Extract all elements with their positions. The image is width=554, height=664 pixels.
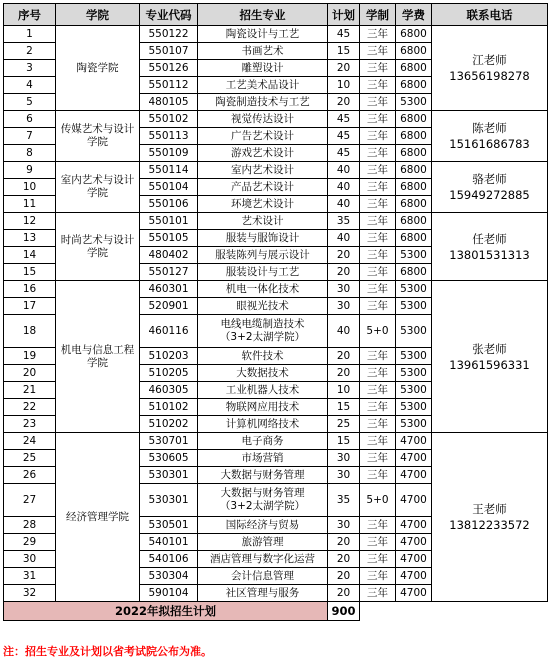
plan-cell: 15	[328, 43, 360, 60]
code-cell: 510203	[140, 348, 198, 365]
fee-cell: 6800	[396, 179, 432, 196]
seq-cell: 14	[4, 247, 56, 264]
major-line: 室内艺术设计	[231, 163, 294, 176]
code-cell: 530301	[140, 484, 198, 517]
major-line: 服装设计与工艺	[225, 265, 300, 278]
plan-cell: 20	[328, 60, 360, 77]
major-cell	[198, 60, 328, 77]
plan-cell: 20	[328, 534, 360, 551]
fee-cell: 5300	[396, 365, 432, 382]
table-body	[4, 26, 548, 602]
code-cell: 540101	[140, 534, 198, 551]
fee-cell: 5300	[396, 281, 432, 298]
contact-phone: 13656198278	[449, 69, 530, 83]
plan-cell: 20	[328, 585, 360, 602]
major-line: 电线电缆制造技术	[220, 318, 305, 330]
code-cell: 550114	[140, 162, 198, 179]
contact-cell	[432, 213, 548, 281]
major-line: 大数据与财务管理	[220, 468, 305, 481]
code-cell: 520901	[140, 298, 198, 315]
fee-cell: 4700	[396, 585, 432, 602]
contact-name: 陈老师	[472, 121, 507, 135]
duration-cell: 三年	[360, 517, 396, 534]
major-cell	[198, 94, 328, 111]
fee-cell: 6800	[396, 213, 432, 230]
fee-cell: 5300	[396, 247, 432, 264]
major-cell	[198, 213, 328, 230]
duration-cell: 三年	[360, 264, 396, 281]
major-cell	[198, 416, 328, 433]
major-cell	[198, 315, 328, 348]
seq-cell: 32	[4, 585, 56, 602]
header-row	[4, 4, 548, 26]
code-cell: 550106	[140, 196, 198, 213]
plan-cell: 40	[328, 315, 360, 348]
seq-cell: 5	[4, 94, 56, 111]
seq-cell: 1	[4, 26, 56, 43]
duration-cell: 三年	[360, 281, 396, 298]
major-cell	[198, 247, 328, 264]
duration-cell: 三年	[360, 433, 396, 450]
duration-cell: 三年	[360, 382, 396, 399]
table-row	[4, 213, 548, 230]
duration-cell: 三年	[360, 230, 396, 247]
code-cell: 550122	[140, 26, 198, 43]
seq-cell: 20	[4, 365, 56, 382]
major-line: 计算机网络技术	[225, 417, 300, 430]
major-cell	[198, 450, 328, 467]
seq-cell: 16	[4, 281, 56, 298]
table-row	[4, 433, 548, 450]
code-cell: 530501	[140, 517, 198, 534]
seq-cell: 31	[4, 568, 56, 585]
duration-cell: 5+0	[360, 484, 396, 517]
major-line: （3+2太湖学院）	[219, 331, 306, 343]
major-line: 游戏艺术设计	[231, 146, 294, 159]
fee-cell: 6800	[396, 145, 432, 162]
code-cell: 550101	[140, 213, 198, 230]
major-cell	[198, 128, 328, 145]
total-value: 900	[328, 602, 360, 621]
total-label: 2022年拟招生计划	[4, 602, 328, 621]
major-line: 陶瓷制造技术与工艺	[215, 95, 310, 108]
plan-cell: 35	[328, 484, 360, 517]
code-cell: 550107	[140, 43, 198, 60]
plan-cell: 25	[328, 416, 360, 433]
header-major: 招生专业	[198, 4, 328, 26]
duration-cell: 三年	[360, 196, 396, 213]
fee-cell: 5300	[396, 298, 432, 315]
major-line: 艺术设计	[241, 214, 284, 227]
code-cell: 460116	[140, 315, 198, 348]
code-cell: 510205	[140, 365, 198, 382]
contact-phone: 13801531313	[449, 247, 530, 262]
major-line: 产品艺术设计	[231, 180, 294, 193]
contact-phone: 13961596331	[449, 357, 530, 372]
seq-cell: 3	[4, 60, 56, 77]
duration-cell: 三年	[360, 551, 396, 568]
seq-cell: 30	[4, 551, 56, 568]
fee-cell: 5300	[396, 416, 432, 433]
major-line: 酒店管理与数字化运营	[210, 552, 315, 565]
contact-cell	[432, 433, 548, 602]
contact-name: 任老师	[472, 231, 507, 246]
college-cell: 机电与信息工程学院	[56, 281, 140, 433]
header-fee: 学费	[396, 4, 432, 26]
duration-cell: 三年	[360, 128, 396, 145]
fee-cell: 6800	[396, 77, 432, 94]
plan-cell: 45	[328, 145, 360, 162]
plan-cell: 20	[328, 365, 360, 382]
contact-cell	[432, 111, 548, 162]
plan-cell: 20	[328, 247, 360, 264]
duration-cell: 三年	[360, 111, 396, 128]
major-cell	[198, 365, 328, 382]
duration-cell: 三年	[360, 298, 396, 315]
seq-cell: 8	[4, 145, 56, 162]
plan-cell: 20	[328, 568, 360, 585]
plan-cell: 45	[328, 128, 360, 145]
header-phone: 联系电话	[432, 4, 548, 26]
fee-cell: 4700	[396, 467, 432, 484]
fee-cell: 4700	[396, 517, 432, 534]
seq-cell: 10	[4, 179, 56, 196]
fee-cell: 6800	[396, 230, 432, 247]
duration-cell: 三年	[360, 162, 396, 179]
duration-cell: 三年	[360, 26, 396, 43]
plan-cell: 40	[328, 230, 360, 247]
table-row	[4, 281, 548, 298]
fee-cell: 6800	[396, 264, 432, 281]
footnote: 注：招生专业及计划以省考试院公布为准。	[3, 645, 212, 658]
code-cell: 530304	[140, 568, 198, 585]
seq-cell: 25	[4, 450, 56, 467]
duration-cell: 5+0	[360, 315, 396, 348]
major-line: 环境艺术设计	[231, 197, 294, 210]
seq-cell: 18	[4, 315, 56, 348]
code-cell: 550109	[140, 145, 198, 162]
contact-phone: 15949272885	[449, 188, 530, 202]
plan-cell: 30	[328, 298, 360, 315]
code-cell: 550104	[140, 179, 198, 196]
code-cell: 480402	[140, 247, 198, 264]
fee-cell: 4700	[396, 534, 432, 551]
code-cell: 550127	[140, 264, 198, 281]
college-cell: 陶瓷学院	[56, 26, 140, 111]
total-row	[4, 602, 548, 621]
duration-cell: 三年	[360, 145, 396, 162]
duration-cell: 三年	[360, 534, 396, 551]
duration-cell: 三年	[360, 399, 396, 416]
code-cell: 480105	[140, 94, 198, 111]
seq-cell: 17	[4, 298, 56, 315]
table-row	[4, 162, 548, 179]
major-cell	[198, 517, 328, 534]
major-cell	[198, 382, 328, 399]
fee-cell: 4700	[396, 450, 432, 467]
seq-cell: 21	[4, 382, 56, 399]
major-cell	[198, 534, 328, 551]
major-line: 书画艺术	[241, 44, 284, 57]
duration-cell: 三年	[360, 467, 396, 484]
fee-cell: 6800	[396, 60, 432, 77]
fee-cell: 4700	[396, 484, 432, 517]
duration-cell: 三年	[360, 94, 396, 111]
major-line: 工艺美术品设计	[225, 78, 300, 91]
major-line: 视觉传达设计	[231, 112, 294, 125]
fee-cell: 6800	[396, 111, 432, 128]
major-cell	[198, 77, 328, 94]
duration-cell: 三年	[360, 179, 396, 196]
seq-cell: 28	[4, 517, 56, 534]
duration-cell: 三年	[360, 348, 396, 365]
seq-cell: 27	[4, 484, 56, 517]
major-cell	[198, 43, 328, 60]
seq-cell: 24	[4, 433, 56, 450]
fee-cell: 5300	[396, 94, 432, 111]
header-college: 学院	[56, 4, 140, 26]
duration-cell: 三年	[360, 213, 396, 230]
major-cell	[198, 145, 328, 162]
plan-cell: 20	[328, 551, 360, 568]
major-cell	[198, 230, 328, 247]
fee-cell: 6800	[396, 43, 432, 60]
code-cell: 550105	[140, 230, 198, 247]
major-line: 市场营销	[241, 451, 284, 464]
major-cell	[198, 467, 328, 484]
major-cell	[198, 162, 328, 179]
major-line: 物联网应用技术	[225, 400, 300, 413]
plan-cell: 45	[328, 111, 360, 128]
fee-cell: 5300	[396, 382, 432, 399]
admissions-table-container	[3, 3, 548, 621]
major-cell	[198, 111, 328, 128]
seq-cell: 29	[4, 534, 56, 551]
code-cell: 530605	[140, 450, 198, 467]
college-cell: 经济管理学院	[56, 433, 140, 602]
major-line: 旅游管理	[241, 535, 284, 548]
contact-name: 王老师	[472, 502, 507, 516]
seq-cell: 4	[4, 77, 56, 94]
code-cell: 460301	[140, 281, 198, 298]
college-cell: 传媒艺术与设计学院	[56, 111, 140, 162]
plan-cell: 40	[328, 162, 360, 179]
code-cell: 550112	[140, 77, 198, 94]
major-cell	[198, 281, 328, 298]
total-blank	[360, 602, 548, 621]
code-cell: 590104	[140, 585, 198, 602]
plan-cell: 20	[328, 264, 360, 281]
code-cell: 550113	[140, 128, 198, 145]
major-cell	[198, 196, 328, 213]
duration-cell: 三年	[360, 585, 396, 602]
major-line: （3+2太湖学院）	[219, 500, 306, 512]
plan-cell: 30	[328, 281, 360, 298]
major-line: 大数据与财务管理	[220, 487, 305, 499]
major-line: 工业机器人技术	[225, 383, 300, 396]
major-line: 会计信息管理	[231, 569, 294, 582]
fee-cell: 6800	[396, 196, 432, 213]
major-cell	[198, 348, 328, 365]
seq-cell: 7	[4, 128, 56, 145]
seq-cell: 2	[4, 43, 56, 60]
seq-cell: 22	[4, 399, 56, 416]
code-cell: 540106	[140, 551, 198, 568]
plan-cell: 10	[328, 382, 360, 399]
contact-name: 骆老师	[472, 172, 507, 186]
seq-cell: 26	[4, 467, 56, 484]
contact-name: 张老师	[472, 341, 507, 356]
seq-cell: 6	[4, 111, 56, 128]
major-line: 电子商务	[241, 434, 284, 447]
seq-cell: 19	[4, 348, 56, 365]
major-line: 国际经济与贸易	[225, 518, 300, 531]
seq-cell: 12	[4, 213, 56, 230]
major-cell	[198, 298, 328, 315]
major-line: 雕塑设计	[241, 61, 284, 74]
fee-cell: 6800	[396, 162, 432, 179]
plan-cell: 10	[328, 77, 360, 94]
contact-name: 江老师	[472, 53, 507, 67]
plan-cell: 30	[328, 517, 360, 534]
fee-cell: 4700	[396, 551, 432, 568]
major-line: 广告艺术设计	[231, 129, 294, 142]
duration-cell: 三年	[360, 450, 396, 467]
plan-cell: 35	[328, 213, 360, 230]
major-line: 软件技术	[241, 349, 284, 362]
major-cell	[198, 484, 328, 517]
code-cell: 510202	[140, 416, 198, 433]
major-cell	[198, 264, 328, 281]
seq-cell: 9	[4, 162, 56, 179]
fee-cell: 4700	[396, 433, 432, 450]
duration-cell: 三年	[360, 247, 396, 264]
plan-cell: 40	[328, 179, 360, 196]
major-line: 大数据技术	[236, 366, 289, 379]
code-cell: 510102	[140, 399, 198, 416]
major-cell	[198, 433, 328, 450]
table-row	[4, 111, 548, 128]
plan-cell: 15	[328, 433, 360, 450]
fee-cell: 4700	[396, 568, 432, 585]
duration-cell: 三年	[360, 60, 396, 77]
major-line: 社区管理与服务	[225, 586, 300, 599]
fee-cell: 5300	[396, 348, 432, 365]
seq-cell: 13	[4, 230, 56, 247]
major-line: 服装陈列与展示设计	[215, 248, 310, 261]
major-cell	[198, 399, 328, 416]
major-line: 服装与服饰设计	[225, 231, 300, 244]
major-line: 陶瓷设计与工艺	[225, 27, 300, 40]
duration-cell: 三年	[360, 416, 396, 433]
duration-cell: 三年	[360, 77, 396, 94]
duration-cell: 三年	[360, 365, 396, 382]
admissions-plan-table	[3, 3, 548, 621]
fee-cell: 6800	[396, 128, 432, 145]
code-cell: 530301	[140, 467, 198, 484]
major-cell	[198, 179, 328, 196]
duration-cell: 三年	[360, 43, 396, 60]
college-cell: 时尚艺术与设计学院	[56, 213, 140, 281]
plan-cell: 40	[328, 196, 360, 213]
contact-phone: 15161686783	[449, 137, 530, 151]
fee-cell: 6800	[396, 26, 432, 43]
contact-phone: 13812233572	[449, 518, 530, 532]
plan-cell: 30	[328, 450, 360, 467]
seq-cell: 11	[4, 196, 56, 213]
college-cell: 室内艺术与设计学院	[56, 162, 140, 213]
plan-cell: 45	[328, 26, 360, 43]
plan-cell: 30	[328, 467, 360, 484]
major-cell	[198, 568, 328, 585]
header-code: 专业代码	[140, 4, 198, 26]
header-duration: 学制	[360, 4, 396, 26]
code-cell: 530701	[140, 433, 198, 450]
contact-cell	[432, 281, 548, 433]
major-cell	[198, 26, 328, 43]
code-cell: 550126	[140, 60, 198, 77]
seq-cell: 23	[4, 416, 56, 433]
table-row	[4, 26, 548, 43]
seq-cell: 15	[4, 264, 56, 281]
major-cell	[198, 585, 328, 602]
major-line: 眼视光技术	[236, 299, 289, 312]
fee-cell: 5300	[396, 399, 432, 416]
plan-cell: 20	[328, 94, 360, 111]
code-cell: 460305	[140, 382, 198, 399]
contact-cell	[432, 26, 548, 111]
duration-cell: 三年	[360, 568, 396, 585]
plan-cell: 15	[328, 399, 360, 416]
contact-cell	[432, 162, 548, 213]
fee-cell: 5300	[396, 315, 432, 348]
header-plan: 计划	[328, 4, 360, 26]
header-seq: 序号	[4, 4, 56, 26]
code-cell: 550102	[140, 111, 198, 128]
major-line: 机电一体化技术	[225, 282, 300, 295]
plan-cell: 20	[328, 348, 360, 365]
major-cell	[198, 551, 328, 568]
